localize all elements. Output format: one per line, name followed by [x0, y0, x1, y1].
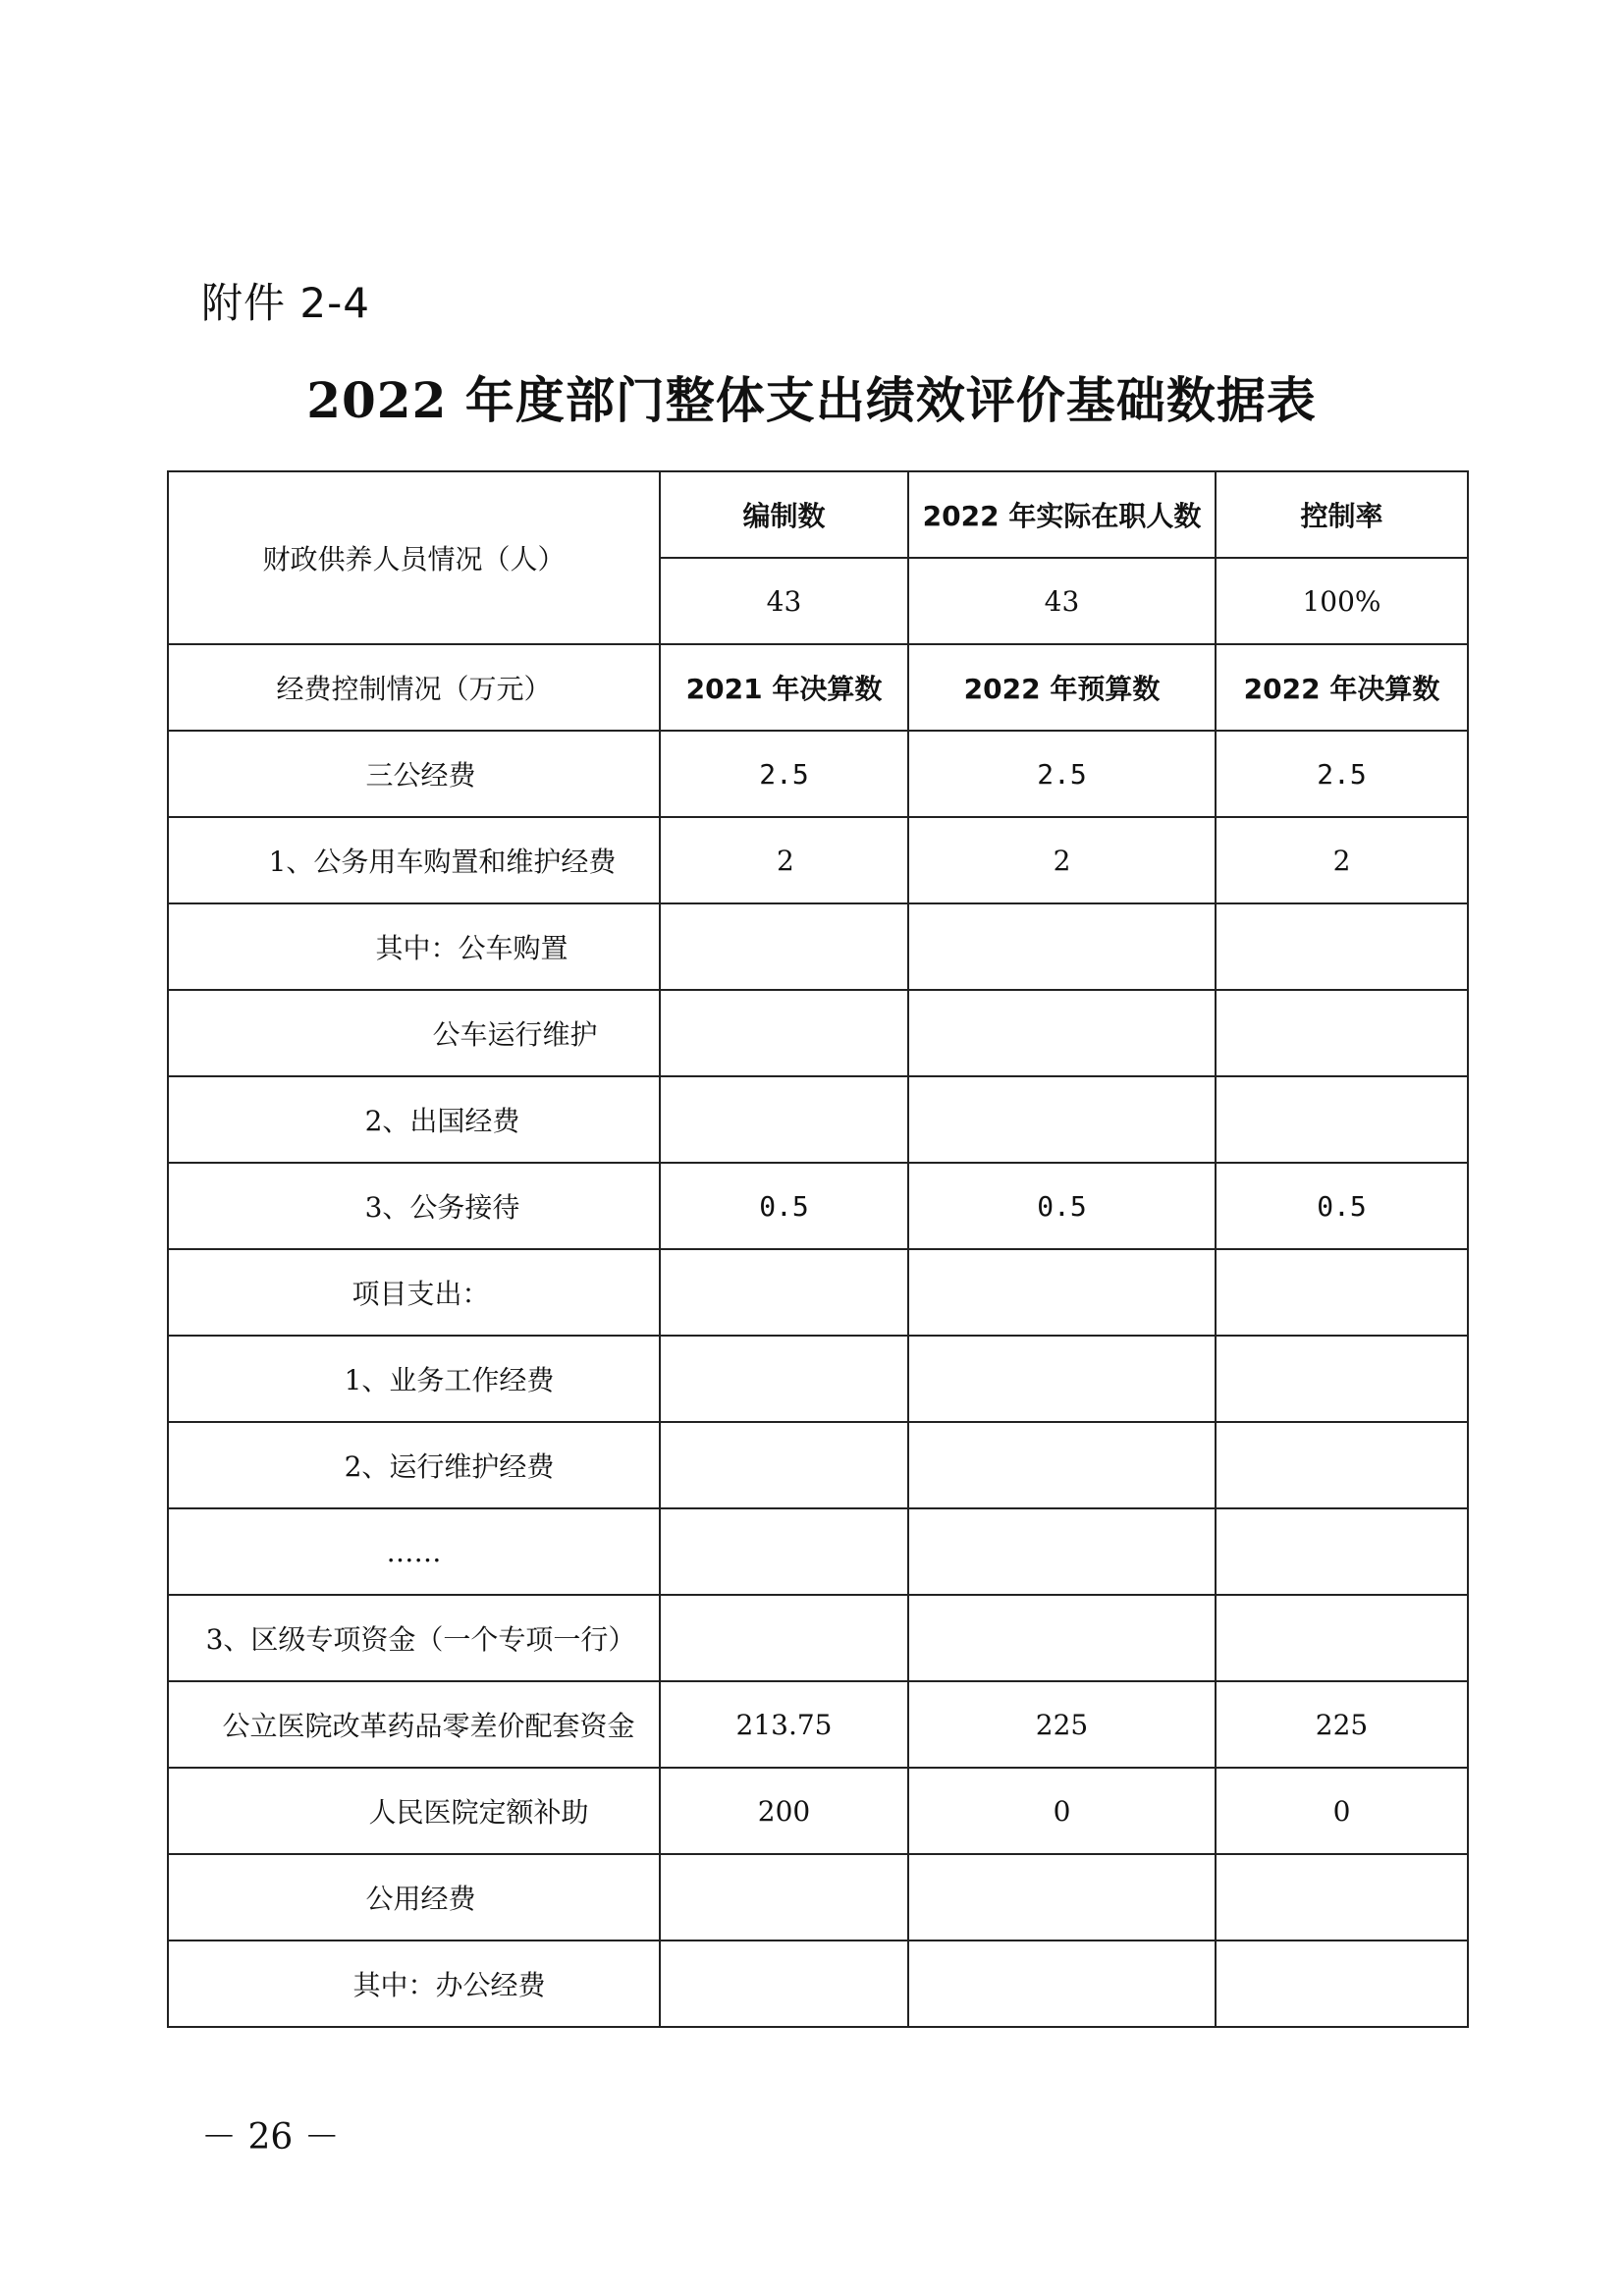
- row-value: [660, 1595, 908, 1681]
- row-value: [908, 1508, 1216, 1595]
- row-value: [908, 1941, 1216, 2027]
- row-value: [660, 1076, 908, 1163]
- row-label: 三公经费: [168, 731, 660, 817]
- row-label: ……: [168, 1508, 660, 1595]
- row-value: [1216, 1422, 1468, 1508]
- row-value: [660, 903, 908, 990]
- funding-header-row: [168, 644, 1468, 731]
- row-value: [908, 1076, 1216, 1163]
- row-value: 2.5: [660, 731, 908, 817]
- row-label: 2、运行维护经费: [168, 1422, 660, 1508]
- page-number: － 26 －: [201, 2117, 340, 2158]
- funding-label: 经费控制情况（万元）: [168, 644, 660, 731]
- row-value: [660, 1941, 908, 2027]
- row-label: 公车运行维护: [168, 990, 660, 1076]
- row-value: 2: [1216, 817, 1468, 903]
- row-value: 2.5: [1216, 731, 1468, 817]
- row-label: 1、业务工作经费: [168, 1336, 660, 1422]
- table-row: [168, 1249, 1468, 1336]
- row-value: [908, 903, 1216, 990]
- row-value: 0: [908, 1768, 1216, 1854]
- row-value: [660, 990, 908, 1076]
- row-value: [660, 1249, 908, 1336]
- row-value: [908, 1854, 1216, 1941]
- performance-data-table: [167, 470, 1469, 2028]
- row-value: 0.5: [660, 1163, 908, 1249]
- table-row: [168, 1854, 1468, 1941]
- row-label: 3、公务接待: [168, 1163, 660, 1249]
- table-row: [168, 1076, 1468, 1163]
- row-value: [1216, 1249, 1468, 1336]
- row-label: 其中：公车购置: [168, 903, 660, 990]
- table-row: [168, 731, 1468, 817]
- value-actual-staff: 43: [908, 558, 1216, 644]
- table-row: [168, 1163, 1468, 1249]
- table-row: [168, 1508, 1468, 1595]
- value-authorized: 43: [660, 558, 908, 644]
- row-value: [1216, 1941, 1468, 2027]
- row-value: [908, 1249, 1216, 1336]
- row-label: 公立医院改革药品零差价配套资金: [168, 1681, 660, 1768]
- row-label: 公用经费: [168, 1854, 660, 1941]
- header-2021-final: 2021 年决算数: [660, 644, 908, 731]
- row-value: [908, 1336, 1216, 1422]
- row-value: [660, 1508, 908, 1595]
- row-value: [1216, 1595, 1468, 1681]
- row-label: 1、公务用车购置和维护经费: [168, 817, 660, 903]
- header-authorized: 编制数: [660, 471, 908, 558]
- table-row: [168, 990, 1468, 1076]
- row-value: 225: [908, 1681, 1216, 1768]
- header-control-rate: 控制率: [1216, 471, 1468, 558]
- row-value: 0.5: [908, 1163, 1216, 1249]
- row-value: 0.5: [1216, 1163, 1468, 1249]
- attachment-label: 附件 2-4: [201, 279, 370, 327]
- row-value: [908, 1422, 1216, 1508]
- page-title: 2022 年度部门整体支出绩效评价基础数据表: [306, 371, 1317, 429]
- row-value: 200: [660, 1768, 908, 1854]
- header-2022-final: 2022 年决算数: [1216, 644, 1468, 731]
- row-value: 213.75: [660, 1681, 908, 1768]
- staff-header-row: [168, 471, 1468, 558]
- table-row: [168, 1336, 1468, 1422]
- row-value: [660, 1854, 908, 1941]
- header-actual-staff: 2022 年实际在职人数: [908, 471, 1216, 558]
- row-value: 0: [1216, 1768, 1468, 1854]
- row-value: [1216, 1076, 1468, 1163]
- table-row: [168, 1595, 1468, 1681]
- row-value: [1216, 1854, 1468, 1941]
- row-value: 225: [1216, 1681, 1468, 1768]
- row-label: 2、出国经费: [168, 1076, 660, 1163]
- table-row: [168, 1941, 1468, 2027]
- row-value: [1216, 903, 1468, 990]
- row-label: 项目支出：: [168, 1249, 660, 1336]
- row-value: 2: [908, 817, 1216, 903]
- staff-label: 财政供养人员情况（人）: [168, 471, 660, 644]
- row-value: [1216, 990, 1468, 1076]
- row-label: 3、区级专项资金（一个专项一行）: [168, 1595, 660, 1681]
- row-label: 人民医院定额补助: [168, 1768, 660, 1854]
- row-value: 2: [660, 817, 908, 903]
- header-2022-budget: 2022 年预算数: [908, 644, 1216, 731]
- row-value: [908, 1595, 1216, 1681]
- table-row: [168, 1768, 1468, 1854]
- row-value: [660, 1422, 908, 1508]
- table-row: [168, 1422, 1468, 1508]
- table-row: [168, 817, 1468, 903]
- row-value: [908, 990, 1216, 1076]
- row-value: [1216, 1336, 1468, 1422]
- value-control-rate: 100%: [1216, 558, 1468, 644]
- table-row: [168, 1681, 1468, 1768]
- row-value: 2.5: [908, 731, 1216, 817]
- table-row: [168, 903, 1468, 990]
- row-value: [660, 1336, 908, 1422]
- row-value: [1216, 1508, 1468, 1595]
- row-label: 其中：办公经费: [168, 1941, 660, 2027]
